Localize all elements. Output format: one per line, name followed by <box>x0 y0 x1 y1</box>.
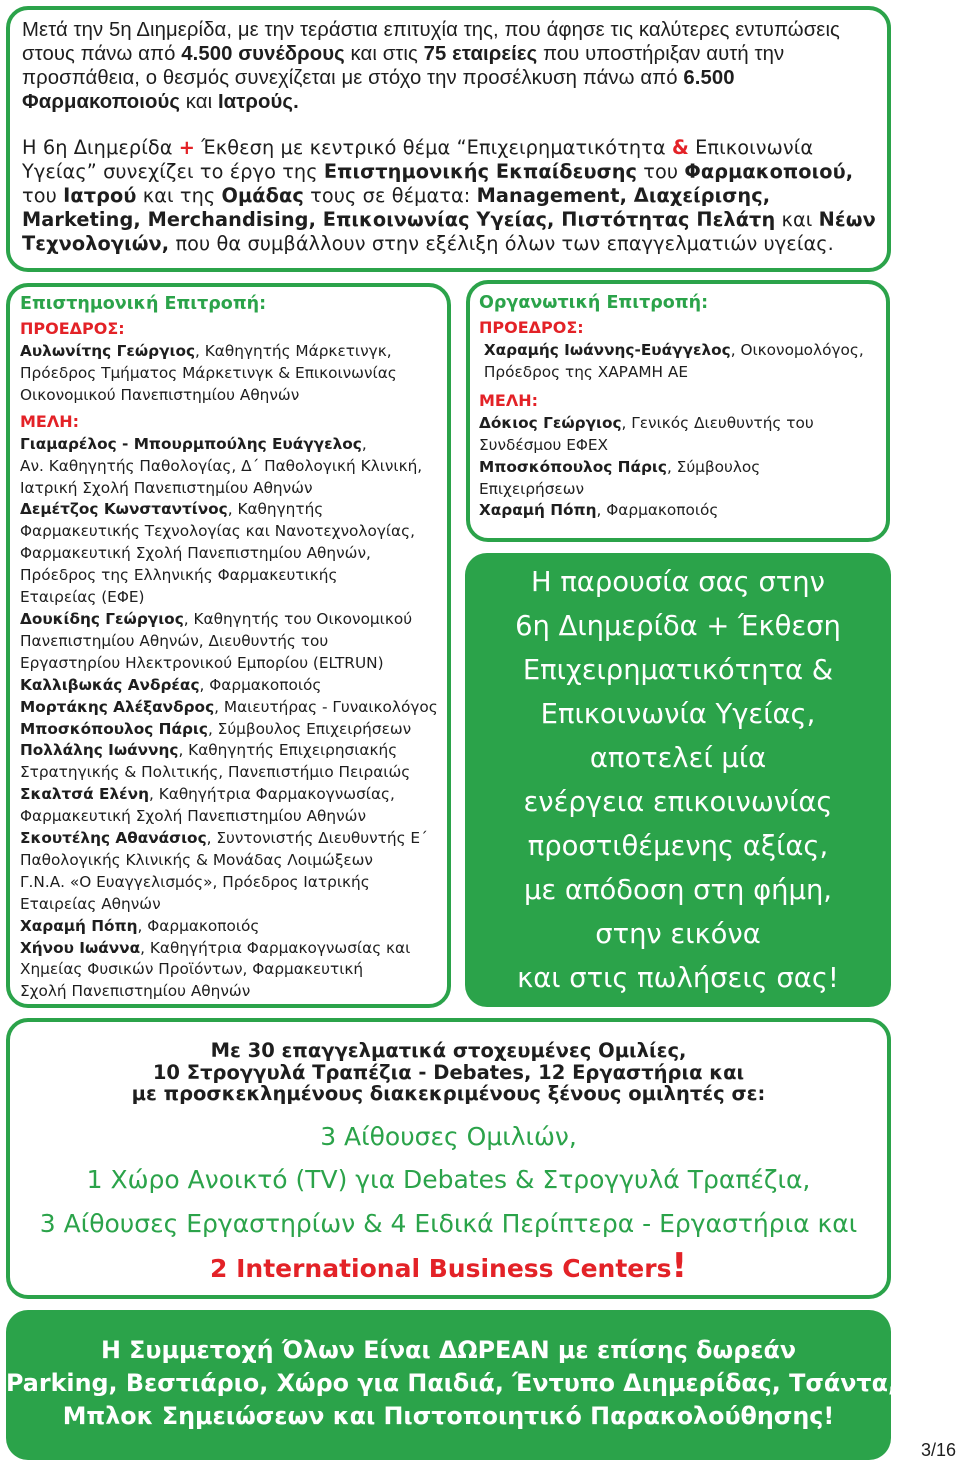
member-detail: Ιατρική Σχολή Πανεπιστημίου Αθηνών <box>20 478 313 497</box>
president-title: , Οικονομολόγος, <box>730 341 864 359</box>
member-name: Χαραμή Πόπη <box>20 916 138 935</box>
member-detail: Χημείας Φυσικών Προϊόντων, Φαρμακευτική <box>20 960 364 979</box>
member-line <box>20 719 447 741</box>
member-title: , Καθηγητής του Οικονομικού <box>183 609 413 628</box>
member-line <box>20 916 447 938</box>
member-detail: Φαρμακευτικής Τεχνολογίας και Νανοτεχνολογίας, <box>20 522 415 541</box>
venue-line: 1 Χώρο Ανοικτό (TV) για Debates & Στρογγυλά Τραπέζια, <box>86 1165 811 1194</box>
intro-text: που υποστήριξαν αυτή την προσπάθεια, ο θεσμός συνεχίζεται με στόχο την προσέλκυση πάνω από <box>22 43 785 89</box>
scientific-committee-panel <box>6 283 451 1008</box>
venue-line: 3 Αίθουσες Εργαστηρίων & 4 Ειδικά Περίπτερα - Εργαστήρια και <box>39 1208 858 1238</box>
intro-bold: Ιατρού <box>63 184 137 207</box>
intro-text: Έκθεση με κεντρικό θέμα “Επιχειρηματικότητα <box>195 136 672 159</box>
member-line <box>479 457 886 479</box>
intro-text: τους σε θέματα: <box>303 184 477 207</box>
member-line <box>20 697 447 719</box>
presence-line: προστιθέμενης αξίας, <box>527 831 829 862</box>
member-title: , Καθηγήτρια Φαρμακογνωσίας και <box>140 938 411 957</box>
member-name: Γιαμαρέλος - Μπουρμπούλης Ευάγγελος <box>20 434 362 453</box>
presence-line: Η παρουσία σας στην <box>531 567 825 598</box>
president-line <box>479 340 886 362</box>
member-name: Σκαλτσά Ελένη <box>20 785 149 804</box>
president-name: Χαραμής Ιωάννης-Ευάγγελος <box>483 341 731 359</box>
companies-count: 75 εταιρείες <box>423 43 538 65</box>
member-detail: Επιχειρήσεων <box>479 479 585 498</box>
member-detail: Εργαστηρίου Ηλεκτρονικού Εμπορίου (ELTRUN) <box>20 653 384 672</box>
member-name: Δεμέτζος Κωνσταντίνος <box>20 500 228 519</box>
topics-list: Management, Διαχείρισης, Marketing, Merchandising, Επικοινωνίας Υγείας, Πιστότητας Πελάτη <box>22 184 776 231</box>
presence-line: με απόδοση στη φήμη, <box>523 875 833 906</box>
intro-paragraph-1 <box>22 18 877 114</box>
member-title: , Συντονιστής Διευθυντής Ε΄ <box>206 829 428 848</box>
venue-line-business-centers <box>10 1245 887 1291</box>
member-name: Δουκίδης Γεώργιος <box>20 609 184 628</box>
member-title: , Σύμβουλος Επιχειρήσεων <box>207 719 412 738</box>
presence-line: αποτελεί μία <box>589 743 767 774</box>
scientific-committee-title: Επιστημονική Επιτροπή: <box>20 294 267 314</box>
free-line: Η Συμμετοχή Όλων Είναι ΔΩΡΕΑΝ με επίσης δωρεάν <box>100 1336 797 1364</box>
member-line <box>20 828 447 850</box>
intro-text: Μετά την 5η Διημερίδα, με την τεράστια επιτυχία της, που άφησε τις καλύτερες εντυπώσεις στους πάνω από <box>22 19 840 65</box>
free-participation-banner <box>6 1310 898 1460</box>
member-line <box>479 500 886 522</box>
member-line <box>20 609 447 631</box>
president-detail: Οικονομικού Πανεπιστημίου Αθηνών <box>20 385 300 404</box>
member-name: Μποσκόπουλος Πάρις <box>20 719 208 738</box>
intro-bold: Ομάδας <box>221 184 304 207</box>
member-title: , Σύμβουλος <box>666 457 761 476</box>
member-detail: Παθολογικής Κλινικής & Μονάδας Λοιμώξεων <box>20 850 373 869</box>
member-detail: Εταιρείας (ΕΦΕ) <box>20 588 145 607</box>
member-detail: Φαρμακευτική Σχολή Πανεπιστημίου Αθηνών, <box>20 544 371 563</box>
member-title: , Καθηγήτρια Φαρμακογνωσίας, <box>148 785 395 804</box>
member-name: Χήνου Ιωάννα <box>20 938 141 957</box>
member-line <box>20 938 447 960</box>
intro-bold: Νέων Τεχνολογιών, <box>22 208 876 255</box>
president-detail-text: Πρόεδρος της ΧΑΡΑΜΗ ΑΕ <box>483 362 689 381</box>
member-name: Μορτάκης Αλέξανδρος <box>20 697 215 716</box>
member-name: Μποσκόπουλος Πάρις <box>479 457 667 476</box>
member-line <box>20 499 447 521</box>
member-detail: Φαρμακευτική Σχολή Πανεπιστημίου Αθηνών <box>20 807 366 826</box>
member-name: Καλλιβωκάς Ανδρέας <box>20 675 200 694</box>
member-detail: Πρόεδρος της Ελληνικής Φαρμακευτικής <box>20 566 338 585</box>
target-pharmacists: 6.500 Φαρμακοποιούς <box>22 67 735 113</box>
member-title: , <box>361 434 367 453</box>
member-title: , Φαρμακοποιός <box>137 916 260 935</box>
plus-sign: + <box>178 136 196 159</box>
presence-line: στην εικόνα <box>595 919 761 950</box>
intro-text: του <box>22 184 64 207</box>
intro-paragraph-2 <box>22 136 877 256</box>
intro-text: Επικοινωνία Υγείας” συνεχίζει το έργο της <box>22 136 814 183</box>
program-panel <box>6 1018 891 1299</box>
member-detail: Σχολή Πανεπιστημίου Αθηνών <box>20 982 251 1001</box>
member-name: Δόκιος Γεώργιος <box>479 413 622 432</box>
intro-text: του <box>637 160 685 183</box>
president-label: ΠΡΟΕΔΡΟΣ: <box>479 318 584 337</box>
member-line <box>20 740 447 762</box>
organizing-committee-panel <box>466 280 890 542</box>
exclamation-mark: ! <box>671 1246 687 1286</box>
member-detail: Συνδέσμου ΕΦΕΧ <box>479 435 609 454</box>
program-headline: 10 Στρογγυλά Τραπέζια - Debates, 12 Εργαστήρια και <box>152 1060 745 1084</box>
organizing-committee-title: Οργανωτική Επιτροπή: <box>479 293 709 313</box>
intro-text: που θα συμβάλλουν στην εξέλιξη όλων των επαγγελματιών υγείας. <box>169 232 834 255</box>
free-line: Parking, Βεστιάριο, Χώρο για Παιδιά, Έντυπο Διημερίδας, Τσάντα, <box>6 1369 898 1397</box>
president-name: Αυλωνίτης Γεώργιος <box>20 342 196 360</box>
member-title: , Καθηγητής Επιχειρησιακής <box>178 741 398 760</box>
page-number: 3/16 <box>920 1440 956 1460</box>
member-name: Χαραμή Πόπη <box>479 501 597 520</box>
member-title: , Φαρμακοποιός <box>199 675 322 694</box>
ampersand: & <box>671 136 689 159</box>
member-name: Πολλάλης Ιωάννης <box>20 741 179 760</box>
presence-line: Επικοινωνία Υγείας, <box>540 699 816 730</box>
intro-bold: Φαρμακοποιού, <box>684 160 854 183</box>
intro-text: και <box>775 208 819 231</box>
member-line <box>20 434 447 456</box>
president-detail: Πρόεδρος Τμήματος Μάρκετινγκ & Επικοινωνίας <box>20 363 397 382</box>
member-title: , Μαιευτήρας - Γυναικολόγος <box>214 697 438 716</box>
presence-line: και στις πωλήσεις σας! <box>517 963 839 994</box>
member-title: , Καθηγητής <box>227 500 324 519</box>
presence-line: 6η Διημερίδα + Έκθεση <box>515 611 841 642</box>
venue-line: 3 Αίθουσες Ομιλιών, <box>320 1121 577 1151</box>
member-name: Σκουτέλης Αθανάσιος <box>20 829 207 848</box>
intro-text: και στις <box>344 43 424 65</box>
program-headline: με προσκεκλημένους διακεκριμένους ξένους ομιλητές σε: <box>131 1082 766 1105</box>
member-line <box>479 413 886 435</box>
member-detail: Αν. Καθηγητής Παθολογίας, Δ΄ Παθολογική Κλινική, <box>20 456 423 475</box>
presence-line: ενέργεια επικοινωνίας <box>523 787 833 818</box>
target-doctors: Ιατρούς. <box>217 91 299 113</box>
member-title: , Γενικός Διευθυντής του <box>621 413 814 432</box>
intro-text: και της <box>136 184 222 207</box>
intro-panel <box>6 6 891 272</box>
free-line: Μπλοκ Σημειώσεων και Πιστοποιητικό Παρακολούθησης! <box>62 1402 835 1430</box>
intro-bold: Επιστημονικής Εκπαίδευσης <box>323 160 638 183</box>
presence-callout <box>465 553 891 1007</box>
president-detail <box>479 362 886 384</box>
intro-text: και <box>180 91 218 113</box>
intro-text: Η 6η Διημερίδα <box>22 136 179 159</box>
business-centers-text: 2 International Business Centers <box>210 1254 672 1283</box>
member-line <box>20 784 447 806</box>
member-title: , Φαρμακοποιός <box>596 501 719 520</box>
members-label: ΜΕΛΗ: <box>20 411 80 431</box>
members-label: ΜΕΛΗ: <box>479 390 539 410</box>
member-detail: Πανεπιστημίου Αθηνών, Διευθυντής του <box>20 631 329 650</box>
presence-line: Επιχειρηματικότητα & <box>522 655 834 686</box>
member-line <box>20 675 447 697</box>
program-headline: Με 30 επαγγελματικά στοχευμένες Ομιλίες, <box>210 1039 687 1062</box>
member-detail: Στρατηγικής & Πολιτικής, Πανεπιστήμιο Πειραιώς <box>20 763 411 782</box>
delegates-count: 4.500 συνέδρους <box>181 43 345 65</box>
president-label: ΠΡΟΕΔΡΟΣ: <box>20 319 125 338</box>
president-line <box>20 341 447 363</box>
president-title: , Καθηγητής Μάρκετινγκ, <box>195 342 392 360</box>
member-detail: Εταιρείας Αθηνών <box>20 894 161 913</box>
member-detail: Γ.Ν.Α. «Ο Ευαγγελισμός», Πρόεδρος Ιατρικής <box>20 872 370 891</box>
